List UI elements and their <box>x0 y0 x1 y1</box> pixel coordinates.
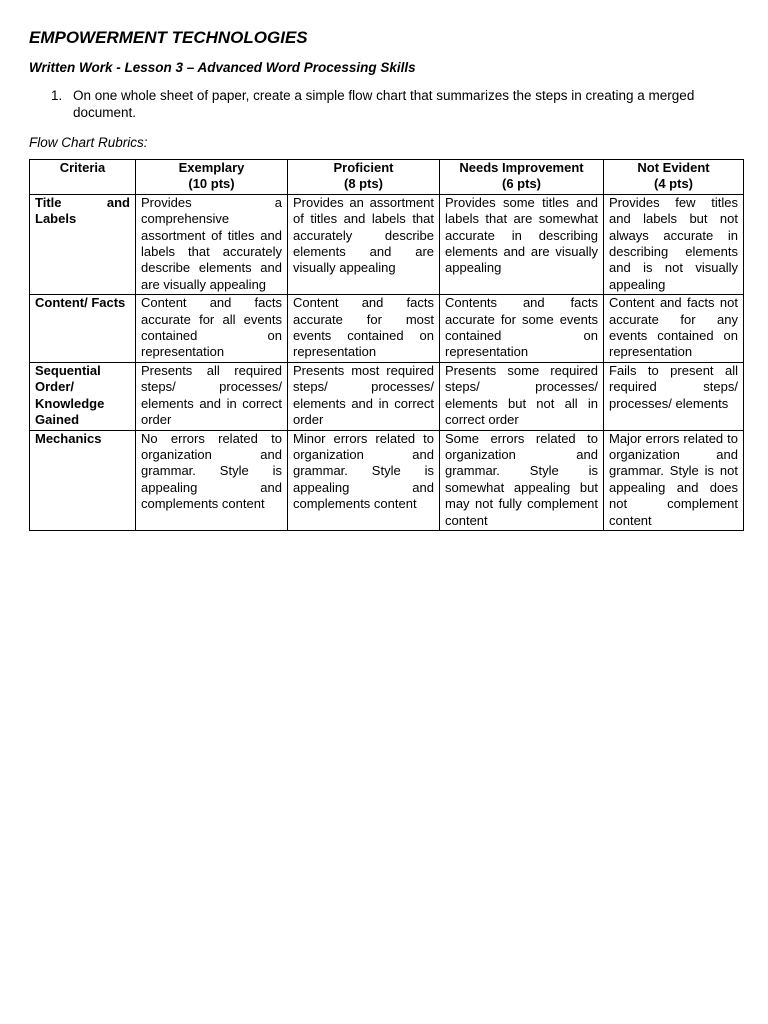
instruction-item <box>29 87 743 121</box>
instruction-text: On one whole sheet of paper, create a simple flow chart that summarizes the steps in creating a merged document. <box>73 88 695 120</box>
proficient-cell: Presents most required steps/ processes/ elements and in correct order <box>288 362 440 430</box>
exemplary-cell: Provides a comprehensive assortment of titles and labels that accurately describe elements and are visually appealing <box>136 194 288 294</box>
not-evident-cell: Provides few titles and labels but not always accurate in describing elements and is not visually appealing <box>604 194 744 294</box>
needs-improvement-cell: Provides some titles and labels that are somewhat accurate in describing elements and are visually appealing <box>440 194 604 294</box>
instruction-number: 1. <box>51 88 63 103</box>
exemplary-cell: Content and facts accurate for all events contained on representation <box>136 295 288 363</box>
rubric-header-row <box>30 160 744 195</box>
rubric-row-mechanics <box>30 430 744 530</box>
header-not-evident-points: (4 pts) <box>654 176 693 192</box>
document-title: EMPOWERMENT TECHNOLOGIES <box>29 28 308 47</box>
needs-improvement-cell: Some errors related to organization and grammar. Style is somewhat appealing but may not fully complement content <box>440 430 604 530</box>
needs-improvement-cell: Presents some required steps/ processes/ elements but not all in correct order <box>440 362 604 430</box>
exemplary-cell: Presents all required steps/ processes/ elements and in correct order <box>136 362 288 430</box>
rubric-row-title-labels <box>30 194 744 294</box>
criteria-cell: Mechanics <box>30 430 136 530</box>
not-evident-cell: Content and facts not accurate for any events contained on representation <box>604 295 744 363</box>
header-exemplary-name: Exemplary <box>178 160 245 175</box>
criteria-cell: Title and Labels <box>30 194 136 294</box>
needs-improvement-cell: Contents and facts accurate for some events contained on representation <box>440 295 604 363</box>
rubric-row-content-facts <box>30 295 744 363</box>
header-proficient-points: (8 pts) <box>344 176 383 192</box>
exemplary-cell: No errors related to organization and grammar. Style is appealing and complements content <box>136 430 288 530</box>
header-needs-improvement-points: (6 pts) <box>502 176 541 192</box>
criteria-cell: Content/ Facts <box>30 295 136 363</box>
rubric-table <box>29 159 744 531</box>
proficient-cell: Content and facts accurate for most events contained on representation <box>288 295 440 363</box>
proficient-cell: Provides an assortment of titles and labels that accurately describe elements and are visually appealing <box>288 194 440 294</box>
rubric-row-sequential-order <box>30 362 744 430</box>
header-needs-improvement-name: Needs Improvement <box>459 160 584 175</box>
header-exemplary-points: (10 pts) <box>188 176 235 192</box>
not-evident-cell: Fails to present all required steps/ processes/ elements <box>604 362 744 430</box>
header-not-evident-name: Not Evident <box>637 160 710 175</box>
proficient-cell: Minor errors related to organization and grammar. Style is appealing and complements content <box>288 430 440 530</box>
header-exemplary <box>136 160 288 195</box>
document-subtitle: Written Work - Lesson 3 – Advanced Word Processing Skills <box>29 60 416 75</box>
header-needs-improvement <box>440 160 604 195</box>
header-proficient <box>288 160 440 195</box>
criteria-cell: Sequential Order/ Knowledge Gained <box>30 362 136 430</box>
header-criteria-name: Criteria <box>59 160 106 175</box>
rubric-label: Flow Chart Rubrics: <box>29 135 148 150</box>
header-not-evident <box>604 160 744 195</box>
header-proficient-name: Proficient <box>333 160 394 175</box>
document-page <box>29 27 743 531</box>
not-evident-cell: Major errors related to organization and grammar. Style is not appealing and does not complement content <box>604 430 744 530</box>
header-criteria <box>30 160 136 195</box>
